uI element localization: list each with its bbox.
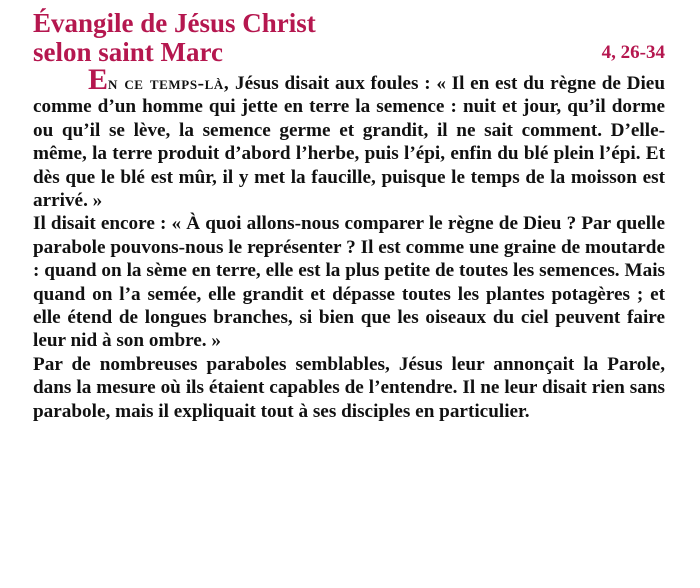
- paragraph-2: Il disait encore : « À quoi allons-nous comparer le règne de Dieu ? Par quelle parabole pouvons-nous le représenter ? Il est comme une graine de moutarde : quand on la sème en terre, elle est la plus petite de toutes les semences. Mais quand on l’a semée, elle grandit et dépasse toutes les plantes potagères ; et elle étend de longues branches, si bien que les oiseaux du ciel peuvent faire leur nid à son ombre. »: [33, 213, 665, 352]
- reading-title-line-1: Évangile de Jésus Christ: [33, 8, 316, 38]
- verse-reference: 4, 26-34: [601, 42, 665, 63]
- paragraph-1-text: Jésus disait aux foules : « Il en est du règne de Dieu comme d’un homme qui jette en terre la semence : nuit et jour, qu’il dorme ou qu’il se lève, la semence germe et grandit, il ne sait comment. D’elle-même, la terre produit d’abord l’herbe, puis l’épi, enfin du blé plein l’épi. Et dès que le blé est mûr, il y met la faucille, puisque le temps de la moisson est arrivé. »: [33, 73, 665, 212]
- paragraph-1: [33, 63, 665, 212]
- opening-small-caps: n ce temps-là,: [108, 73, 230, 94]
- reading-title-line-2: selon saint Marc: [33, 37, 223, 67]
- reading-header: [33, 6, 665, 66]
- gospel-passage: [33, 63, 665, 423]
- paragraph-3: Par de nombreuses paraboles semblables, Jésus leur annonçait la Parole, dans la mesure où ils étaient capables de l’entendre. Il ne leur disait rien sans parabole, mais il expliquait tout à ses disciples en particulier.: [33, 353, 665, 422]
- drop-cap-letter: E: [88, 63, 109, 96]
